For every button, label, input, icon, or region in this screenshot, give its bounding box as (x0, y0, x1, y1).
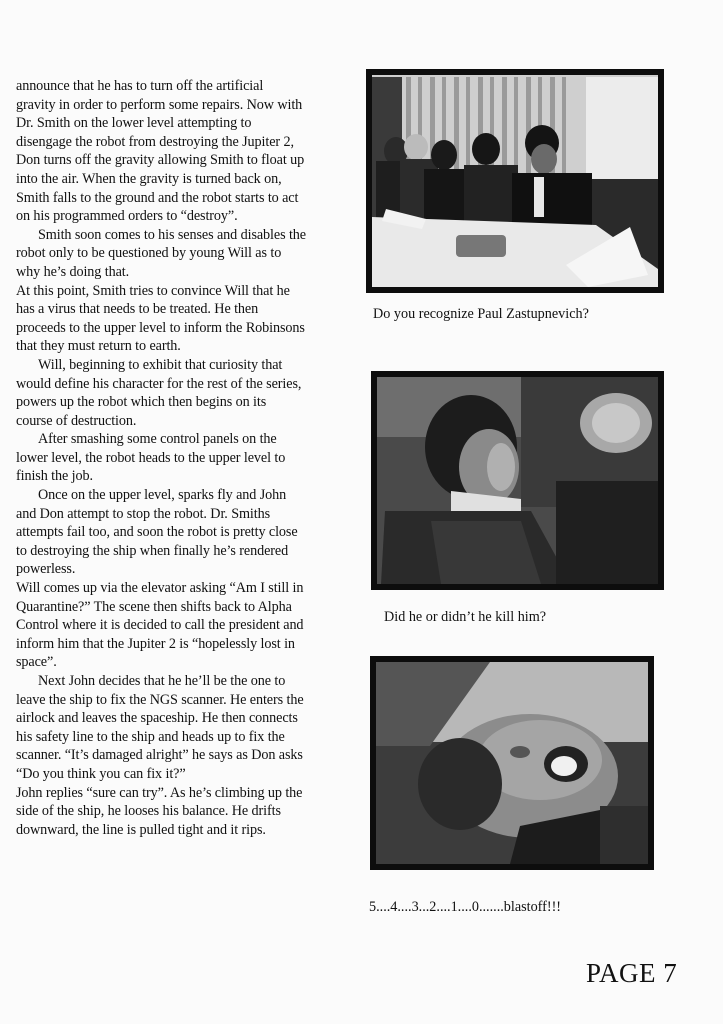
article-text (16, 77, 306, 839)
article-paragraph: Smith soon comes to his senses and disables the robot only to be questioned by young Will as to why he’s doing that. (16, 226, 306, 280)
article-paragraph: Will, beginning to exhibit that curiosity that would define his character for the rest of the series, powers up the robot which then begins on its course of destruction. (16, 356, 302, 429)
article-paragraph: Once on the upper level, sparks fly and John and Don attempt to stop the robot. Dr. Smiths attempts fail too, and soon the robot is pretty close to destroying the ship when finally he’s rendered powerless. (16, 487, 298, 578)
photo-robinson-closeup (371, 371, 664, 590)
article-paragraph: Next John decides that he he’ll be the one to leave the ship to fix the NGS scanner. He enters the airlock and leaves the spaceship. He then connects his safety line to the ship and heads up to fix the scanner. “It’s damaged alright” he says as Don asks “Do you think you can fix it?” (16, 673, 304, 782)
article-paragraph: announce that he has to turn off the artificial gravity in order to perform some repairs. Now with Dr. Smith on the lower level attempting to disengage the robot from destroying the Jupiter 2, Don turns off the gravity allowing Smith to float up into the air. When the gravity is turned back on, Smith falls to the ground and the robot starts to act on his programmed orders to “destroy”. (16, 78, 305, 225)
article-paragraph: At this point, Smith tries to convince Will that he has a virus that needs to be treated. He then proceeds to the upper level to inform the Robinsons that they must return to earth. (16, 282, 305, 355)
photo-caption: Did he or didn’t he kill him? (384, 609, 547, 625)
article-paragraph: John replies “sure can try”. As he’s climbing up the side of the ship, he looses his balance. He drifts downward, the line is pulled tight and it rips. (16, 784, 303, 838)
article-paragraph: After smashing some control panels on the lower level, the robot heads to the upper level to finish the job. (16, 431, 286, 485)
page-number: PAGE 7 (586, 958, 678, 988)
photo-caption: 5....4....3...2....1....0.......blastoff!!! (369, 899, 562, 915)
photo-caption: Do you recognize Paul Zastupnevich? (373, 306, 589, 322)
photo-screaming-man (370, 656, 654, 870)
photo-panel-table (366, 69, 664, 293)
article-paragraph: Will comes up via the elevator asking “Am I still in Quarantine?” The scene then shifts back to Alpha Control where it is decided to call the president and inform him that the Jupiter 2 is “hopelessly lost in space”. (16, 580, 304, 671)
